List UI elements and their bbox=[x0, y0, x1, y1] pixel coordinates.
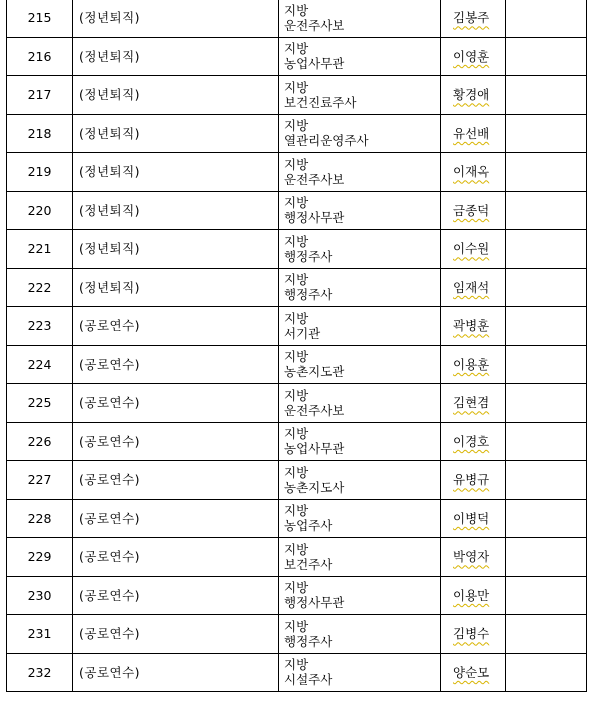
position-title: 농업주사 bbox=[284, 518, 333, 534]
empty-cell bbox=[506, 307, 587, 346]
empty-cell bbox=[506, 499, 587, 538]
retirement-reason: (공로연수) bbox=[73, 422, 279, 461]
table-row bbox=[7, 307, 587, 346]
empty-cell bbox=[506, 422, 587, 461]
retirement-reason: (정년퇴직) bbox=[73, 76, 279, 115]
person-name: 유선배 bbox=[453, 125, 490, 141]
row-number: 230 bbox=[7, 576, 73, 615]
row-number: 227 bbox=[7, 461, 73, 500]
position-title: 농업사무관 bbox=[284, 441, 345, 457]
personnel-table bbox=[6, 0, 587, 692]
retirement-reason: (정년퇴직) bbox=[73, 0, 279, 37]
position-grade: 지방 bbox=[284, 310, 309, 326]
person-name: 이수원 bbox=[453, 241, 490, 257]
position-title: 운전주사보 bbox=[284, 402, 345, 418]
name-cell bbox=[441, 615, 506, 654]
table-row bbox=[7, 422, 587, 461]
position-title: 열관리운영주사 bbox=[284, 133, 369, 149]
position-title: 시설주사 bbox=[284, 672, 333, 688]
position-grade: 지방 bbox=[284, 657, 309, 673]
position-cell bbox=[279, 653, 441, 692]
table-row bbox=[7, 76, 587, 115]
row-number: 229 bbox=[7, 538, 73, 577]
person-name: 이용만 bbox=[453, 587, 490, 603]
position-title: 운전주사보 bbox=[284, 17, 345, 33]
row-number: 232 bbox=[7, 653, 73, 692]
empty-cell bbox=[506, 153, 587, 192]
table-row bbox=[7, 538, 587, 577]
position-grade: 지방 bbox=[284, 272, 309, 288]
position-cell bbox=[279, 499, 441, 538]
table-row bbox=[7, 268, 587, 307]
person-name: 황경애 bbox=[453, 87, 490, 103]
row-number: 224 bbox=[7, 345, 73, 384]
empty-cell bbox=[506, 576, 587, 615]
position-grade: 지방 bbox=[284, 618, 309, 634]
row-number: 215 bbox=[7, 0, 73, 37]
row-number: 220 bbox=[7, 191, 73, 230]
person-name: 김현겸 bbox=[453, 395, 490, 411]
table-row bbox=[7, 653, 587, 692]
retirement-reason: (공로연수) bbox=[73, 653, 279, 692]
position-title: 농촌지도사 bbox=[284, 479, 345, 495]
empty-cell bbox=[506, 615, 587, 654]
position-grade: 지방 bbox=[284, 195, 309, 211]
position-title: 농업사무관 bbox=[284, 56, 345, 72]
retirement-reason: (정년퇴직) bbox=[73, 37, 279, 76]
empty-cell bbox=[506, 461, 587, 500]
name-cell bbox=[441, 653, 506, 692]
table-row bbox=[7, 191, 587, 230]
name-cell bbox=[441, 461, 506, 500]
row-number: 221 bbox=[7, 230, 73, 269]
position-title: 운전주사보 bbox=[284, 171, 345, 187]
retirement-reason: (공로연수) bbox=[73, 499, 279, 538]
person-name: 김병수 bbox=[453, 626, 490, 642]
row-number: 225 bbox=[7, 384, 73, 423]
empty-cell bbox=[506, 345, 587, 384]
table-row bbox=[7, 615, 587, 654]
retirement-reason: (공로연수) bbox=[73, 384, 279, 423]
row-number: 223 bbox=[7, 307, 73, 346]
person-name: 양순모 bbox=[453, 664, 490, 680]
empty-cell bbox=[506, 37, 587, 76]
person-name: 이병덕 bbox=[453, 510, 490, 526]
person-name: 유병규 bbox=[453, 472, 490, 488]
name-cell bbox=[441, 422, 506, 461]
position-title: 행정사무관 bbox=[284, 595, 345, 611]
position-cell bbox=[279, 76, 441, 115]
name-cell bbox=[441, 37, 506, 76]
retirement-reason: (공로연수) bbox=[73, 538, 279, 577]
position-grade: 지방 bbox=[284, 118, 309, 134]
table-row bbox=[7, 461, 587, 500]
position-cell bbox=[279, 422, 441, 461]
name-cell bbox=[441, 191, 506, 230]
table-row bbox=[7, 384, 587, 423]
position-cell bbox=[279, 153, 441, 192]
table-row bbox=[7, 230, 587, 269]
name-cell bbox=[441, 576, 506, 615]
name-cell bbox=[441, 538, 506, 577]
row-number: 218 bbox=[7, 114, 73, 153]
retirement-reason: (공로연수) bbox=[73, 615, 279, 654]
name-cell bbox=[441, 268, 506, 307]
position-cell bbox=[279, 615, 441, 654]
position-grade: 지방 bbox=[284, 2, 309, 18]
position-cell bbox=[279, 0, 441, 37]
position-title: 보건주사 bbox=[284, 556, 333, 572]
position-cell bbox=[279, 191, 441, 230]
table-row bbox=[7, 0, 587, 37]
position-grade: 지방 bbox=[284, 79, 309, 95]
retirement-reason: (정년퇴직) bbox=[73, 114, 279, 153]
position-cell bbox=[279, 345, 441, 384]
retirement-reason: (정년퇴직) bbox=[73, 153, 279, 192]
position-cell bbox=[279, 461, 441, 500]
empty-cell bbox=[506, 268, 587, 307]
retirement-reason: (공로연수) bbox=[73, 345, 279, 384]
name-cell bbox=[441, 153, 506, 192]
name-cell bbox=[441, 307, 506, 346]
empty-cell bbox=[506, 653, 587, 692]
position-grade: 지방 bbox=[284, 541, 309, 557]
person-name: 이영훈 bbox=[453, 48, 490, 64]
position-title: 보건진료주사 bbox=[284, 94, 357, 110]
position-cell bbox=[279, 307, 441, 346]
empty-cell bbox=[506, 0, 587, 37]
retirement-reason: (공로연수) bbox=[73, 576, 279, 615]
position-grade: 지방 bbox=[284, 349, 309, 365]
name-cell bbox=[441, 114, 506, 153]
position-title: 행정주사 bbox=[284, 633, 333, 649]
position-grade: 지방 bbox=[284, 580, 309, 596]
retirement-reason: (정년퇴직) bbox=[73, 268, 279, 307]
empty-cell bbox=[506, 191, 587, 230]
position-cell bbox=[279, 538, 441, 577]
position-cell bbox=[279, 114, 441, 153]
name-cell bbox=[441, 76, 506, 115]
position-cell bbox=[279, 37, 441, 76]
empty-cell bbox=[506, 114, 587, 153]
position-cell bbox=[279, 384, 441, 423]
table-row bbox=[7, 114, 587, 153]
retirement-reason: (공로연수) bbox=[73, 461, 279, 500]
person-name: 이용훈 bbox=[453, 356, 490, 372]
retirement-reason: (정년퇴직) bbox=[73, 230, 279, 269]
person-name: 이경호 bbox=[453, 433, 490, 449]
position-grade: 지방 bbox=[284, 426, 309, 442]
person-name: 곽병훈 bbox=[453, 318, 490, 334]
position-title: 서기관 bbox=[284, 325, 321, 341]
position-title: 행정주사 bbox=[284, 287, 333, 303]
name-cell bbox=[441, 384, 506, 423]
position-cell bbox=[279, 230, 441, 269]
position-grade: 지방 bbox=[284, 41, 309, 57]
table-row bbox=[7, 576, 587, 615]
position-grade: 지방 bbox=[284, 387, 309, 403]
person-name: 김봉주 bbox=[453, 10, 490, 26]
name-cell bbox=[441, 0, 506, 37]
retirement-reason: (공로연수) bbox=[73, 307, 279, 346]
table-row bbox=[7, 499, 587, 538]
retirement-reason: (정년퇴직) bbox=[73, 191, 279, 230]
position-title: 농촌지도관 bbox=[284, 364, 345, 380]
empty-cell bbox=[506, 76, 587, 115]
personnel-table-body bbox=[7, 0, 587, 692]
position-title: 행정사무관 bbox=[284, 210, 345, 226]
row-number: 226 bbox=[7, 422, 73, 461]
name-cell bbox=[441, 230, 506, 269]
row-number: 228 bbox=[7, 499, 73, 538]
empty-cell bbox=[506, 384, 587, 423]
row-number: 219 bbox=[7, 153, 73, 192]
name-cell bbox=[441, 499, 506, 538]
empty-cell bbox=[506, 538, 587, 577]
name-cell bbox=[441, 345, 506, 384]
position-title: 행정주사 bbox=[284, 248, 333, 264]
person-name: 이재옥 bbox=[453, 164, 490, 180]
row-number: 222 bbox=[7, 268, 73, 307]
row-number: 231 bbox=[7, 615, 73, 654]
row-number: 217 bbox=[7, 76, 73, 115]
row-number: 216 bbox=[7, 37, 73, 76]
empty-cell bbox=[506, 230, 587, 269]
position-grade: 지방 bbox=[284, 464, 309, 480]
position-grade: 지방 bbox=[284, 233, 309, 249]
position-grade: 지방 bbox=[284, 156, 309, 172]
table-row bbox=[7, 345, 587, 384]
position-cell bbox=[279, 268, 441, 307]
person-name: 금종덕 bbox=[453, 202, 490, 218]
person-name: 박영자 bbox=[453, 549, 490, 565]
table-row bbox=[7, 153, 587, 192]
position-cell bbox=[279, 576, 441, 615]
position-grade: 지방 bbox=[284, 503, 309, 519]
person-name: 임재석 bbox=[453, 279, 490, 295]
table-row bbox=[7, 37, 587, 76]
